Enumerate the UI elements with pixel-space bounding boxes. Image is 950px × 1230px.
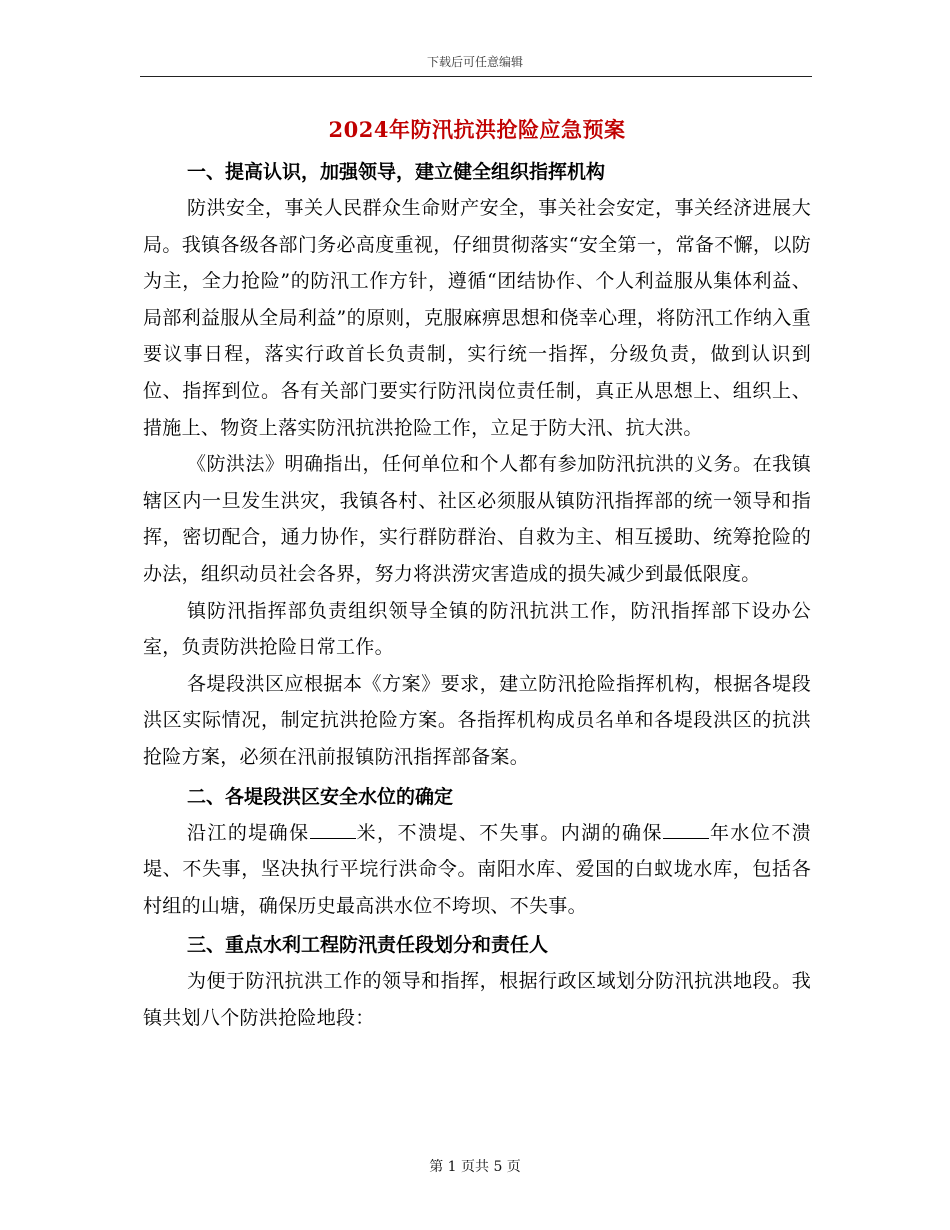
- section-heading: 一、提高认识，加强领导，建立健全组织指挥机构: [187, 161, 606, 183]
- paragraph: 为便于防汛抗洪工作的领导和指挥，根据行政区域划分防汛抗洪地段。我镇共划八个防洪抢险地段：: [143, 970, 811, 1029]
- fill-in-blank: [663, 822, 709, 839]
- paragraph: 防洪安全，事关人民群众生命财产安全，事关社会安定，事关经济进展大局。我镇各级各部门务必高度重视，仔细贯彻落实“安全第一，常备不懈，以防为主，全力抢险”的防汛工作方针，遵循“团结协作、个人利益服从集体利益、局部利益服从全局利益”的原则，克服麻痹思想和侥幸心理，将防汛工作纳入重要议事日程，落实行政首长负责制，实行统一指挥，分级负责，做到认识到位、指挥到位。各有关部门要实行防汛岗位责任制，真正从思想上、组织上、措施上、物资上落实防汛抗洪抢险工作，立足于防大汛、抗大洪。: [143, 197, 811, 439]
- section-2: [143, 779, 811, 925]
- header-divider: [140, 76, 812, 77]
- document-title: 2024年防汛抗洪抢险应急预案: [328, 117, 626, 142]
- document-body: [143, 112, 811, 1036]
- fill-in-blank: [310, 822, 356, 839]
- section-3: [143, 927, 811, 1036]
- paragraph: 镇防汛指挥部负责组织领导全镇的防汛抗洪工作，防汛指挥部下设办公室，负责防洪抢险日常工作。: [143, 599, 811, 659]
- paragraph: 各堤段洪区应根据本《方案》要求，建立防汛抢险指挥机构，根据各堤段洪区实际情况，制定抗洪抢险方案。各指挥机构成员名单和各堤段洪区的抗洪抢险方案，必须在汛前报镇防汛指挥部备案。: [143, 672, 811, 768]
- section-heading: 二、各堤段洪区安全水位的确定: [187, 785, 454, 808]
- text-segment: 沿江的堤确保: [187, 821, 310, 844]
- text-segment: 年水位不溃堤、不失事，坚决执行平垸行洪命令。南阳水库、爱国的白蚁垅水库，包括各村组的山塘，确保历史最高洪水位不垮坝、不失事。: [143, 821, 811, 917]
- water-level-paragraph: [143, 815, 811, 925]
- paragraph: 《防洪法》明确指出，任何单位和个人都有参加防汛抗洪的义务。在我镇辖区内一旦发生洪灾，我镇各村、社区必须服从镇防汛指挥部的统一领导和指挥，密切配合，通力协作，实行群防群治、自救为主、相互援助、统筹抢险的办法，组织动员社会各界，努力将洪涝灾害造成的损失减少到最低限度。: [143, 453, 811, 585]
- page-footer: 第 1 页共 5 页: [429, 1159, 521, 1175]
- page-header: 下载后可任意编辑: [426, 55, 523, 69]
- section-heading: 三、重点水利工程防汛责任段划分和责任人: [187, 934, 549, 957]
- text-segment: 米，不溃堤、不失事。内湖的确保: [355, 821, 663, 844]
- section-1: [143, 154, 811, 776]
